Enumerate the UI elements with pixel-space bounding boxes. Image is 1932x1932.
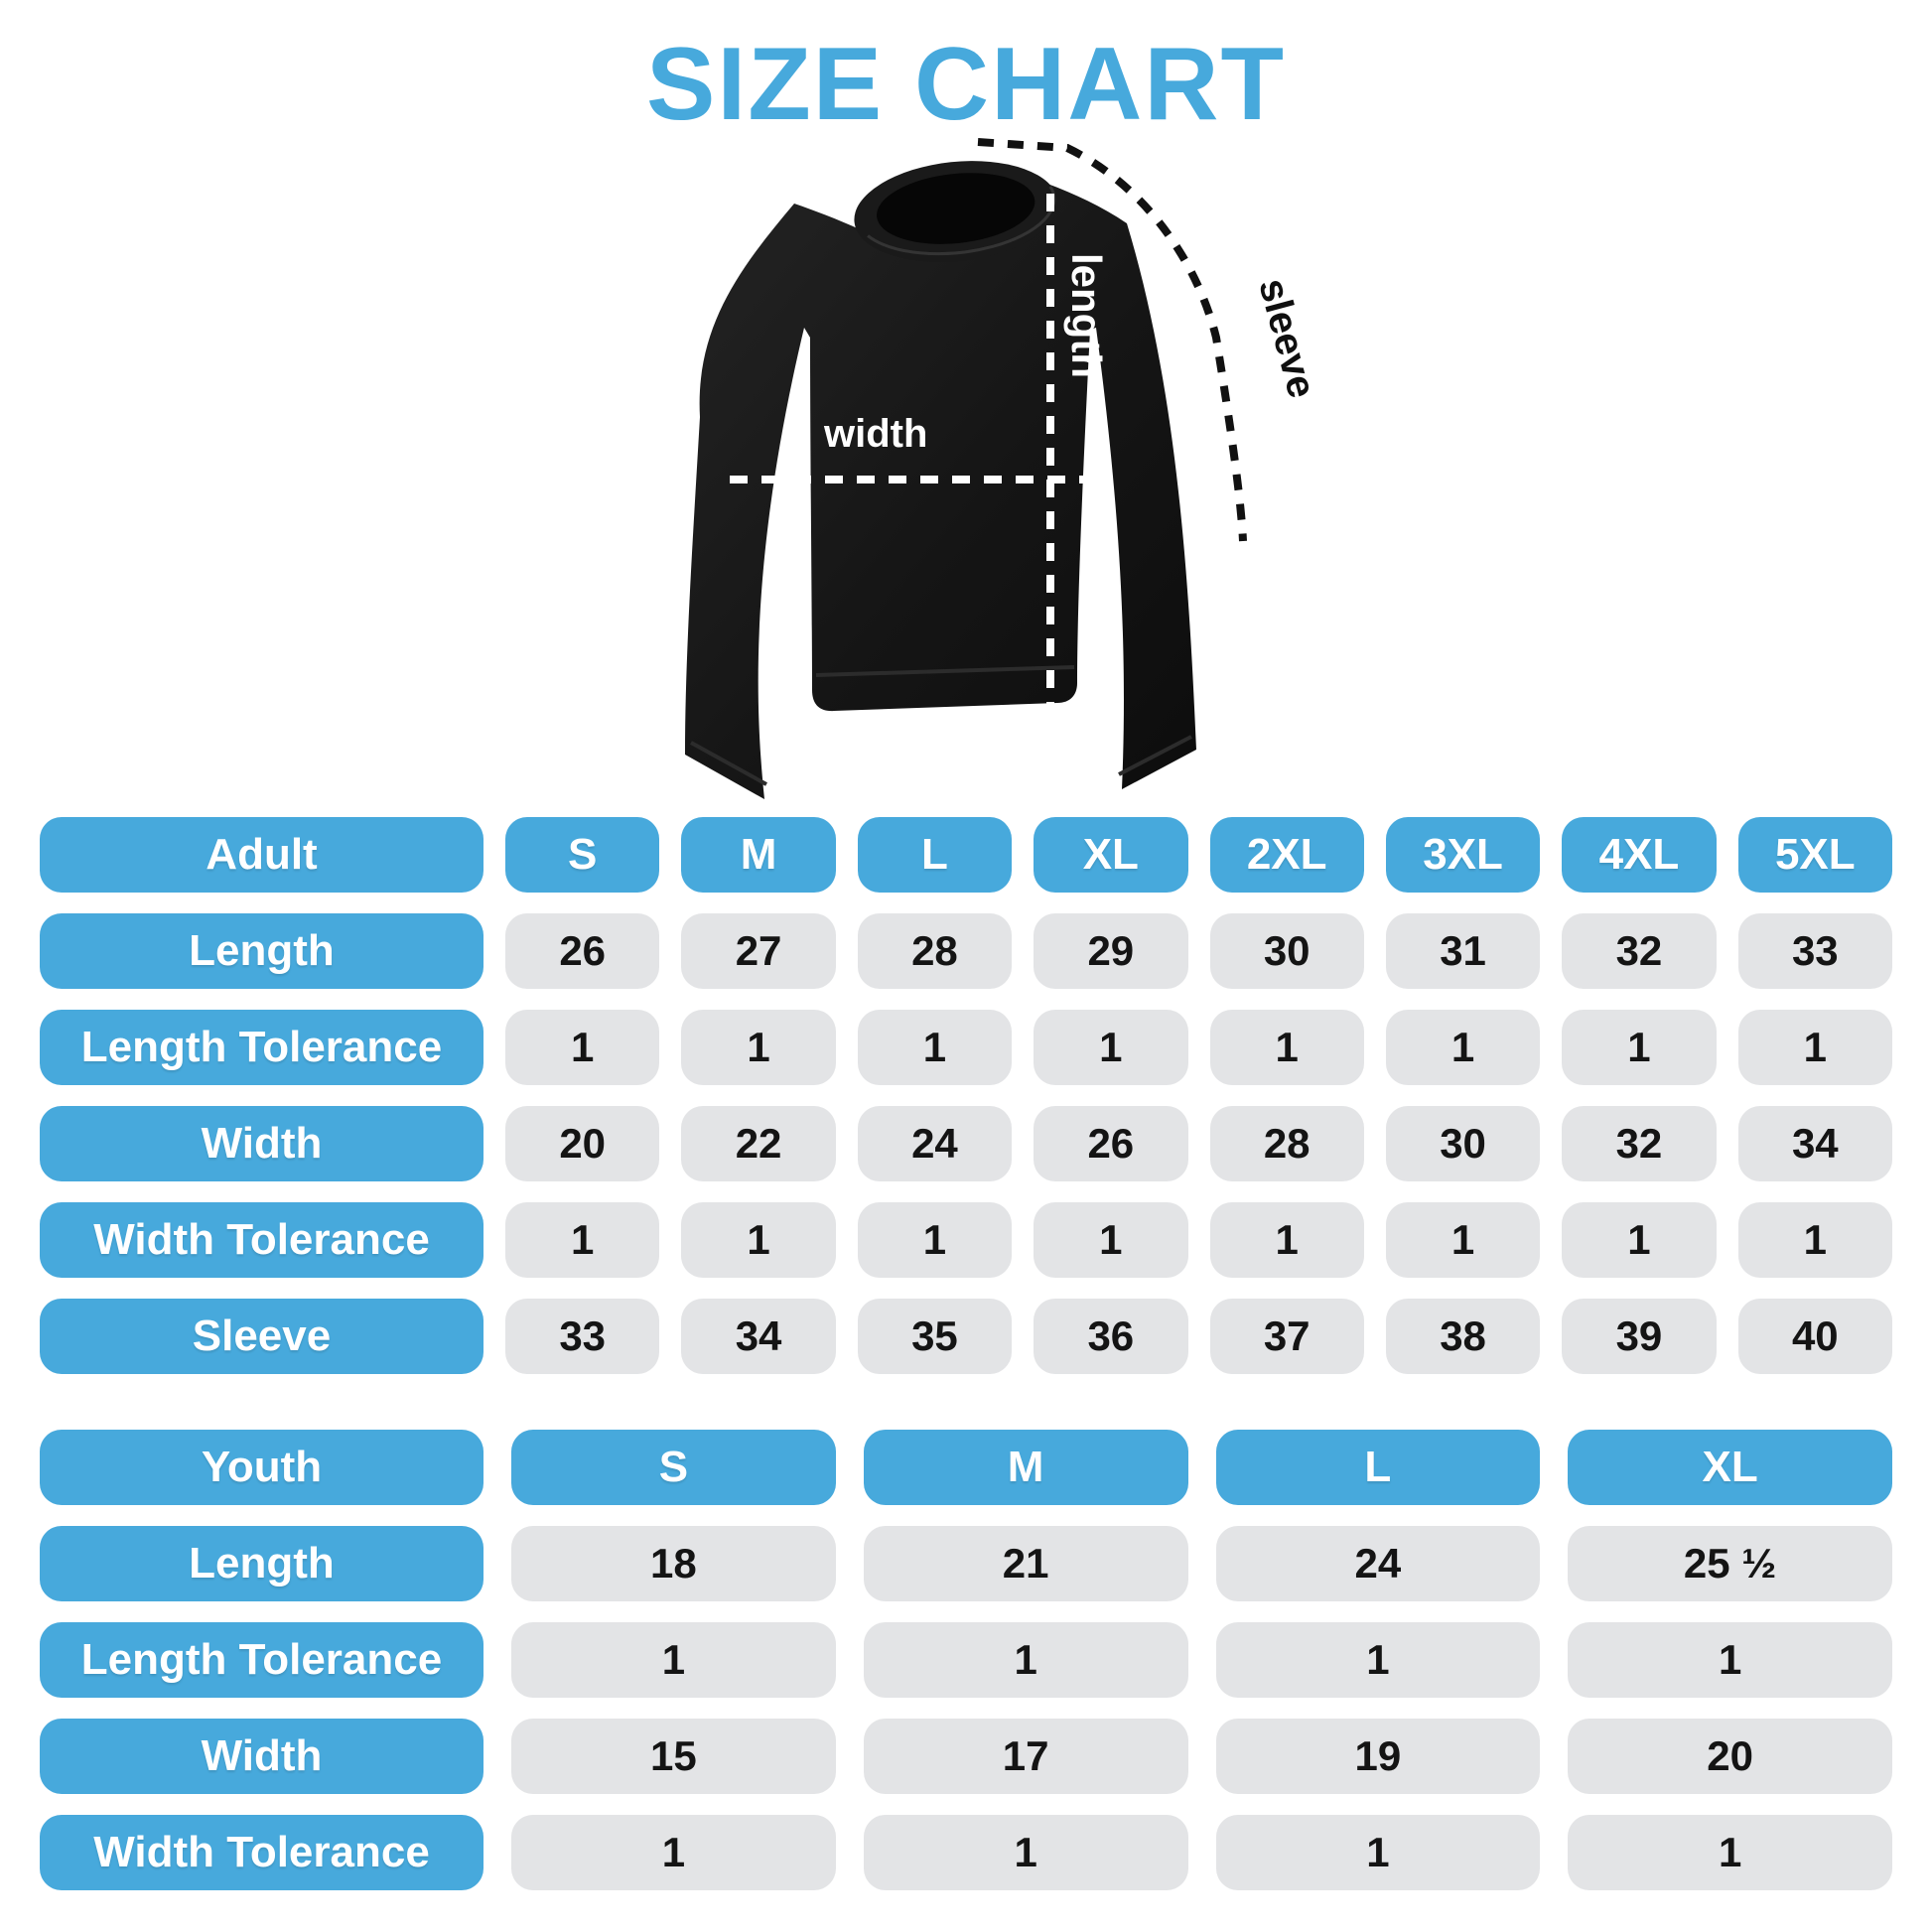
size-value-cell: 32 <box>1562 1106 1716 1181</box>
size-column-header: XL <box>1568 1430 1892 1505</box>
size-value-cell: 21 <box>864 1526 1188 1601</box>
size-value-cell: 17 <box>864 1719 1188 1794</box>
size-value-cell: 25 ½ <box>1568 1526 1892 1601</box>
size-column-header: S <box>505 817 659 893</box>
size-value-cell: 1 <box>1210 1010 1364 1085</box>
size-column-header: M <box>864 1430 1188 1505</box>
size-value-cell: 19 <box>1216 1719 1541 1794</box>
table-header-label: Youth <box>40 1430 483 1505</box>
adult-size-table <box>40 817 1892 1374</box>
row-label: Width <box>40 1106 483 1181</box>
size-value-cell: 1 <box>1738 1202 1892 1278</box>
size-value-cell: 20 <box>1568 1719 1892 1794</box>
size-column-header: L <box>1216 1430 1541 1505</box>
size-value-cell: 1 <box>1738 1010 1892 1085</box>
size-value-cell: 1 <box>1386 1010 1540 1085</box>
row-label: Length <box>40 1526 483 1601</box>
size-value-cell: 1 <box>1216 1622 1541 1698</box>
size-value-cell: 29 <box>1034 913 1187 989</box>
size-value-cell: 1 <box>681 1202 835 1278</box>
youth-size-table <box>40 1430 1892 1890</box>
size-value-cell: 37 <box>1210 1299 1364 1374</box>
size-value-cell: 26 <box>1034 1106 1187 1181</box>
size-value-cell: 33 <box>505 1299 659 1374</box>
length-measure-label: length <box>1063 253 1110 378</box>
size-value-cell: 15 <box>511 1719 836 1794</box>
size-value-cell: 30 <box>1386 1106 1540 1181</box>
size-value-cell: 36 <box>1034 1299 1187 1374</box>
size-column-header: 2XL <box>1210 817 1364 893</box>
size-value-cell: 1 <box>1386 1202 1540 1278</box>
row-label: Length Tolerance <box>40 1622 483 1698</box>
size-column-header: L <box>858 817 1012 893</box>
size-value-cell: 40 <box>1738 1299 1892 1374</box>
size-value-cell: 20 <box>505 1106 659 1181</box>
table-header-label: Adult <box>40 817 483 893</box>
size-value-cell: 31 <box>1386 913 1540 989</box>
size-value-cell: 24 <box>1216 1526 1541 1601</box>
row-label: Width <box>40 1719 483 1794</box>
size-column-header: 4XL <box>1562 817 1716 893</box>
size-value-cell: 1 <box>1568 1622 1892 1698</box>
row-label: Sleeve <box>40 1299 483 1374</box>
size-value-cell: 18 <box>511 1526 836 1601</box>
size-value-cell: 1 <box>1562 1010 1716 1085</box>
size-value-cell: 1 <box>1034 1010 1187 1085</box>
size-value-cell: 22 <box>681 1106 835 1181</box>
size-value-cell: 24 <box>858 1106 1012 1181</box>
size-value-cell: 1 <box>1034 1202 1187 1278</box>
size-value-cell: 30 <box>1210 913 1364 989</box>
sweatshirt-image <box>516 119 1330 814</box>
size-value-cell: 1 <box>1562 1202 1716 1278</box>
size-value-cell: 1 <box>505 1202 659 1278</box>
size-value-cell: 39 <box>1562 1299 1716 1374</box>
size-value-cell: 28 <box>1210 1106 1364 1181</box>
size-value-cell: 1 <box>511 1815 836 1890</box>
size-column-header: 5XL <box>1738 817 1892 893</box>
row-label: Length <box>40 913 483 989</box>
size-value-cell: 1 <box>858 1010 1012 1085</box>
size-value-cell: 33 <box>1738 913 1892 989</box>
size-value-cell: 38 <box>1386 1299 1540 1374</box>
size-column-header: XL <box>1034 817 1187 893</box>
size-value-cell: 34 <box>1738 1106 1892 1181</box>
size-value-cell: 1 <box>864 1622 1188 1698</box>
size-column-header: M <box>681 817 835 893</box>
size-value-cell: 27 <box>681 913 835 989</box>
width-measure-label: width <box>824 412 928 456</box>
page-title: SIZE CHART <box>646 27 1286 142</box>
row-label: Length Tolerance <box>40 1010 483 1085</box>
sleeve-measure-label: sleeve <box>1250 273 1324 403</box>
row-label: Width Tolerance <box>40 1202 483 1278</box>
size-value-cell: 1 <box>1568 1815 1892 1890</box>
size-value-cell: 1 <box>511 1622 836 1698</box>
size-value-cell: 26 <box>505 913 659 989</box>
row-label: Width Tolerance <box>40 1815 483 1890</box>
size-column-header: 3XL <box>1386 817 1540 893</box>
sweatshirt-measurement-diagram <box>516 119 1330 814</box>
size-value-cell: 1 <box>1210 1202 1364 1278</box>
size-value-cell: 35 <box>858 1299 1012 1374</box>
size-value-cell: 28 <box>858 913 1012 989</box>
sweatshirt-body <box>685 184 1196 799</box>
size-value-cell: 1 <box>858 1202 1012 1278</box>
size-value-cell: 32 <box>1562 913 1716 989</box>
size-value-cell: 1 <box>505 1010 659 1085</box>
size-value-cell: 1 <box>864 1815 1188 1890</box>
size-value-cell: 1 <box>1216 1815 1541 1890</box>
size-value-cell: 34 <box>681 1299 835 1374</box>
size-column-header: S <box>511 1430 836 1505</box>
size-value-cell: 1 <box>681 1010 835 1085</box>
